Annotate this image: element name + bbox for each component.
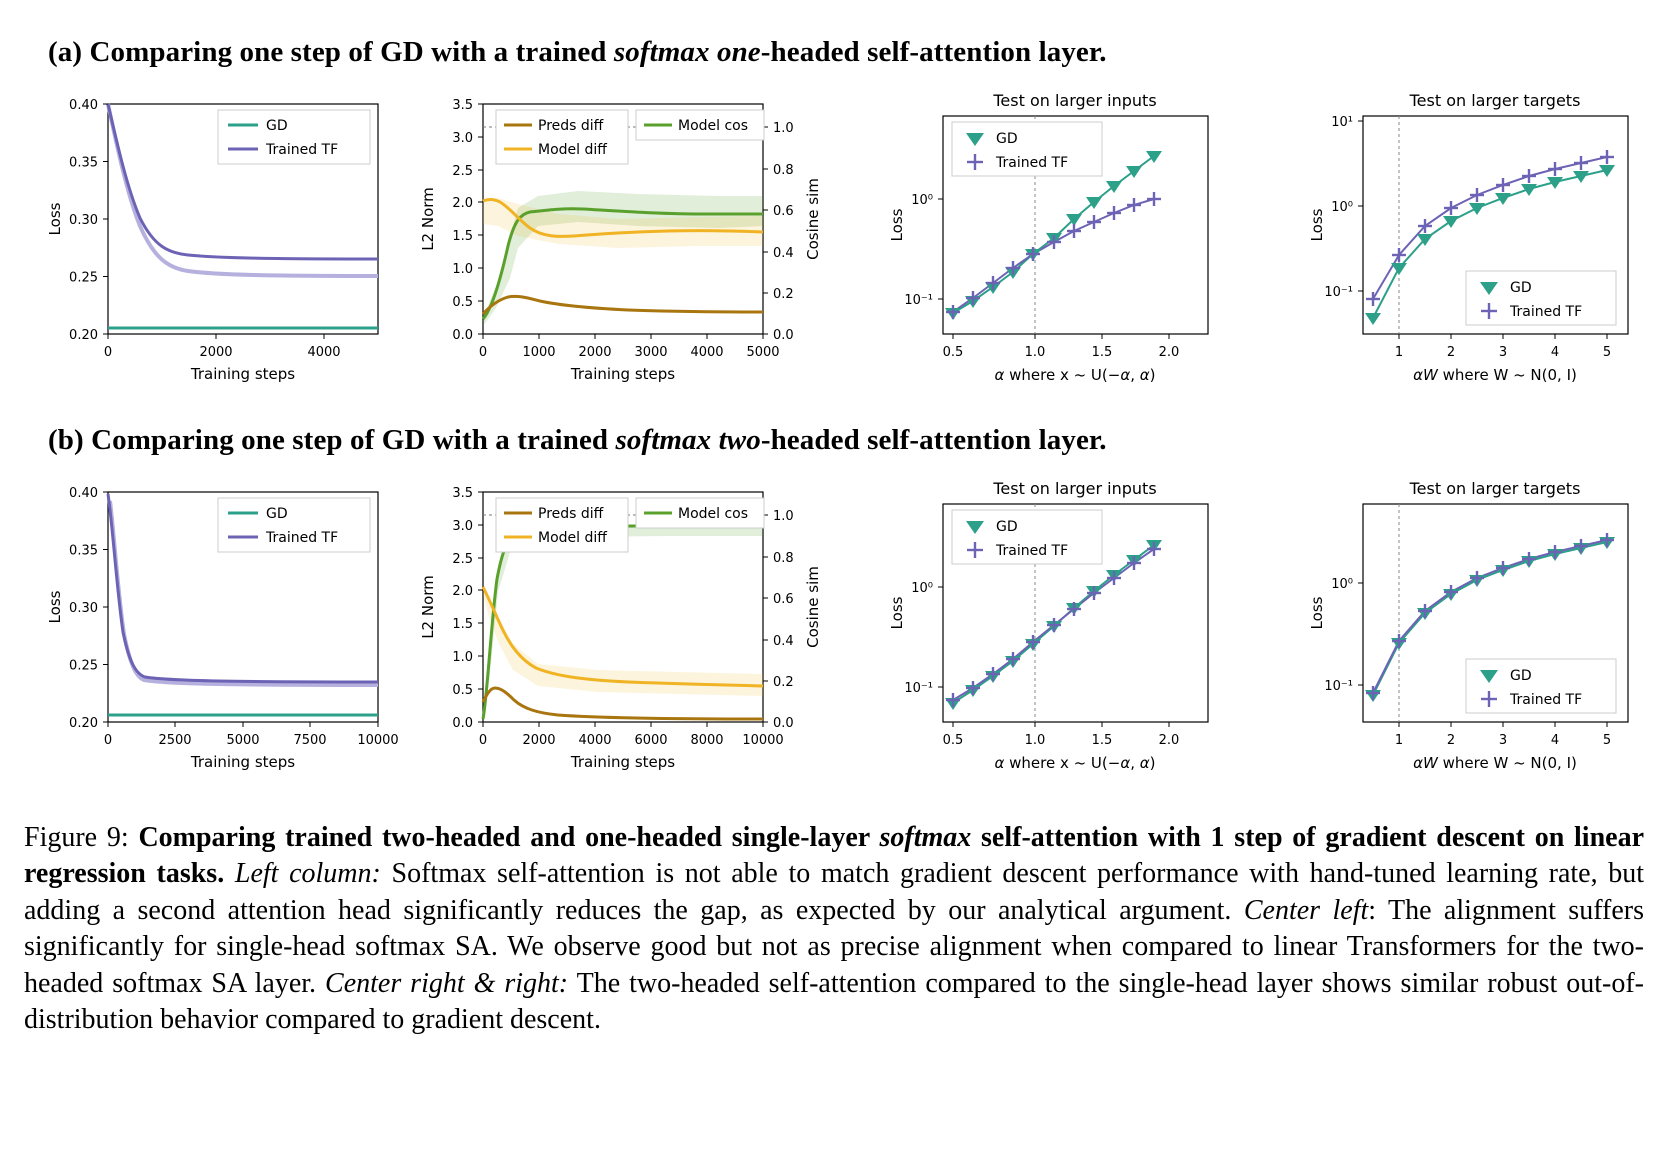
chart-b-norm	[419, 486, 822, 771]
svg-text:2500: 2500	[158, 733, 192, 748]
svg-text:Test on larger targets: Test on larger targets	[1409, 479, 1581, 498]
svg-text:Cosine sim: Cosine sim	[804, 566, 822, 648]
svg-text:Model diff: Model diff	[538, 142, 607, 158]
svg-text:0.35: 0.35	[69, 543, 98, 559]
figure-caption: Figure 9: Comparing trained two-headed and one-headed single-layer softmax self-attention with 1 step of gradient descent on linear regression tasks. Left column: Softmax self-attention is not able to match gradient descent performance with hand-tuned learning rate, but adding a second attention head significantly reduces the gap, as expected by our analytical argument. Center left: The alignment suffers significantly for single-head softmax SA. We observe good but not as precise alignment when compared to linear Transformers for the two-headed softmax SA layer. Center right & right: The two-headed self-attention compared to the single-head layer shows similar robust out-of-distribution behavior compared to gradient descent.	[24, 822, 1645, 1035]
svg-text:2.0: 2.0	[452, 196, 473, 211]
svg-text:0.5: 0.5	[942, 733, 964, 748]
chart-a-loss-legend	[218, 110, 370, 164]
svg-text:2: 2	[1446, 345, 1456, 360]
svg-text:αW where W ~ N(0, I): αW where W ~ N(0, I)	[1413, 754, 1577, 772]
svg-text:2.0: 2.0	[1158, 345, 1180, 360]
svg-text:GD: GD	[266, 506, 288, 522]
chart-a-norm	[419, 98, 822, 383]
svg-text:0.4: 0.4	[773, 246, 794, 261]
svg-text:0.40: 0.40	[69, 486, 98, 501]
row-a-title-post: -headed self-attention layer.	[760, 36, 1107, 68]
svg-text:10000: 10000	[742, 733, 784, 748]
svg-text:3.5: 3.5	[452, 98, 473, 113]
svg-text:10⁻¹: 10⁻¹	[1324, 285, 1353, 300]
svg-text:3: 3	[1498, 345, 1508, 360]
svg-text:α where x ~ U(−α, α): α where x ~ U(−α, α)	[994, 754, 1156, 772]
svg-text:2.5: 2.5	[452, 164, 473, 179]
row-a-charts	[18, 86, 1658, 396]
svg-text:Loss: Loss	[1308, 596, 1326, 630]
chart-b-targets-legend	[1466, 659, 1616, 713]
row-b-label: (b)	[48, 424, 84, 456]
svg-text:α where x ~ U(−α, α): α where x ~ U(−α, α)	[994, 366, 1156, 384]
svg-text:0.8: 0.8	[773, 551, 794, 566]
svg-text:0.5: 0.5	[452, 295, 473, 310]
svg-text:10⁰: 10⁰	[911, 193, 933, 208]
svg-text:Trained TF: Trained TF	[996, 543, 1069, 559]
row-b-caption	[48, 424, 1107, 457]
row-b-panels	[18, 474, 1658, 789]
svg-text:5: 5	[1602, 345, 1612, 360]
svg-text:1.0: 1.0	[1024, 345, 1046, 360]
svg-text:GD: GD	[996, 519, 1018, 535]
svg-text:Training steps: Training steps	[570, 365, 676, 383]
svg-text:0.30: 0.30	[69, 213, 98, 228]
svg-text:Preds diff: Preds diff	[538, 118, 604, 134]
chart-a-loss-xlabel: Training steps	[190, 365, 296, 383]
chart-a-norm-legend	[496, 110, 764, 164]
svg-text:0.0: 0.0	[452, 328, 473, 343]
svg-text:0.8: 0.8	[773, 163, 794, 178]
svg-text:1.0: 1.0	[452, 650, 473, 665]
svg-text:0.30: 0.30	[69, 601, 98, 616]
row-a-title-italic: softmax one	[613, 36, 761, 68]
svg-text:7500: 7500	[293, 733, 327, 748]
svg-text:0: 0	[103, 345, 113, 360]
svg-text:10⁻¹: 10⁻¹	[1324, 679, 1353, 694]
svg-text:1: 1	[1394, 345, 1404, 360]
chart-a-targets	[1308, 91, 1628, 384]
svg-text:0.5: 0.5	[452, 683, 473, 698]
svg-text:0: 0	[103, 733, 113, 748]
svg-text:2.0: 2.0	[1158, 733, 1180, 748]
svg-text:0.40: 0.40	[69, 98, 98, 113]
chart-b-targets	[1308, 479, 1628, 772]
svg-text:5000: 5000	[226, 733, 260, 748]
svg-text:10⁰: 10⁰	[911, 581, 933, 596]
svg-text:Preds diff: Preds diff	[538, 506, 604, 522]
svg-text:2: 2	[1446, 733, 1456, 748]
svg-text:Test on larger inputs: Test on larger inputs	[993, 479, 1157, 498]
row-b-charts	[18, 474, 1658, 784]
svg-text:1000: 1000	[522, 345, 556, 360]
svg-text:10⁰: 10⁰	[1331, 200, 1353, 215]
svg-text:Training steps: Training steps	[190, 753, 296, 771]
svg-text:0: 0	[478, 345, 488, 360]
svg-text:0.25: 0.25	[69, 270, 98, 286]
svg-text:0.2: 0.2	[773, 287, 794, 302]
svg-text:Test on larger targets: Test on larger targets	[1409, 91, 1581, 110]
chart-a-inputs-legend	[952, 122, 1102, 176]
svg-text:Trained TF: Trained TF	[1510, 304, 1583, 320]
svg-text:0.6: 0.6	[773, 204, 794, 219]
svg-text:0.20: 0.20	[69, 716, 98, 731]
row-b-title-post: -headed self-attention layer.	[760, 424, 1107, 456]
chart-a-inputs	[888, 91, 1208, 384]
svg-text:Model cos: Model cos	[678, 506, 749, 522]
svg-text:10000: 10000	[357, 733, 399, 748]
svg-text:Trained TF: Trained TF	[266, 142, 339, 158]
svg-text:8000: 8000	[690, 733, 724, 748]
chart-a-loss-ylabel: Loss	[46, 202, 64, 236]
svg-text:1.0: 1.0	[773, 509, 794, 524]
svg-text:2000: 2000	[522, 733, 556, 748]
chart-b-loss	[46, 486, 399, 771]
svg-text:3.0: 3.0	[452, 519, 473, 534]
svg-text:Loss: Loss	[1308, 208, 1326, 242]
figure-number: Figure 9:	[24, 822, 129, 853]
svg-text:3.5: 3.5	[452, 486, 473, 501]
svg-text:0.4: 0.4	[773, 634, 794, 649]
svg-text:0.20: 0.20	[69, 328, 98, 343]
svg-text:5: 5	[1602, 733, 1612, 748]
svg-text:Trained TF: Trained TF	[1510, 692, 1583, 708]
svg-text:1.0: 1.0	[452, 262, 473, 277]
svg-text:GD: GD	[1510, 280, 1532, 296]
svg-text:L2 Norm: L2 Norm	[419, 575, 437, 639]
svg-text:αW where W ~ N(0, I): αW where W ~ N(0, I)	[1413, 366, 1577, 384]
row-a-panels	[18, 86, 1658, 401]
svg-text:4: 4	[1550, 345, 1560, 360]
svg-text:GD: GD	[266, 118, 288, 134]
chart-b-loss-legend	[218, 498, 370, 552]
svg-text:0.0: 0.0	[773, 716, 794, 731]
svg-text:Loss: Loss	[888, 208, 906, 242]
svg-text:2.0: 2.0	[452, 584, 473, 599]
svg-text:10⁻¹: 10⁻¹	[904, 681, 933, 696]
svg-text:2.5: 2.5	[452, 552, 473, 567]
svg-text:1.5: 1.5	[1091, 733, 1113, 748]
row-a-title-pre: Comparing one step of GD with a trained	[89, 36, 614, 68]
row-b-title-pre: Comparing one step of GD with a trained	[91, 424, 616, 456]
svg-text:3000: 3000	[634, 345, 668, 360]
svg-text:1.5: 1.5	[452, 617, 473, 632]
svg-text:10⁰: 10⁰	[1331, 577, 1353, 592]
svg-text:0.6: 0.6	[773, 592, 794, 607]
svg-text:1.5: 1.5	[452, 229, 473, 244]
svg-text:Loss: Loss	[888, 596, 906, 630]
svg-text:GD: GD	[1510, 668, 1532, 684]
svg-text:0.0: 0.0	[452, 716, 473, 731]
svg-text:4000: 4000	[307, 345, 341, 360]
svg-text:1.0: 1.0	[773, 121, 794, 136]
svg-text:Loss: Loss	[46, 590, 64, 624]
svg-text:L2 Norm: L2 Norm	[419, 187, 437, 251]
row-a-caption	[48, 36, 1107, 69]
chart-b-inputs	[888, 479, 1208, 772]
svg-text:0.25: 0.25	[69, 658, 98, 674]
svg-text:Trained TF: Trained TF	[266, 530, 339, 546]
svg-text:2000: 2000	[578, 345, 612, 360]
row-a-label: (a)	[48, 36, 83, 68]
chart-a-targets-legend	[1466, 271, 1616, 325]
svg-text:0.2: 0.2	[773, 675, 794, 690]
svg-text:1.5: 1.5	[1091, 345, 1113, 360]
chart-a-inputs-title: Test on larger inputs	[993, 91, 1157, 110]
chart-b-inputs-legend	[952, 510, 1102, 564]
svg-text:10¹: 10¹	[1331, 115, 1353, 130]
svg-text:0.5: 0.5	[942, 345, 964, 360]
svg-text:0.35: 0.35	[69, 155, 98, 171]
svg-text:Training steps: Training steps	[570, 753, 676, 771]
svg-text:Model cos: Model cos	[678, 118, 749, 134]
chart-a-loss	[46, 98, 378, 383]
svg-text:3: 3	[1498, 733, 1508, 748]
row-b-title-italic: softmax two	[615, 424, 761, 456]
svg-text:3.0: 3.0	[452, 131, 473, 146]
svg-text:6000: 6000	[634, 733, 668, 748]
svg-text:2000: 2000	[199, 345, 233, 360]
svg-text:5000: 5000	[746, 345, 780, 360]
svg-text:0: 0	[478, 733, 488, 748]
svg-text:GD: GD	[996, 131, 1018, 147]
svg-text:1: 1	[1394, 733, 1404, 748]
svg-text:4000: 4000	[690, 345, 724, 360]
svg-text:Trained TF: Trained TF	[996, 155, 1069, 171]
svg-text:4000: 4000	[578, 733, 612, 748]
svg-text:10⁻¹: 10⁻¹	[904, 293, 933, 308]
svg-text:1.0: 1.0	[1024, 733, 1046, 748]
svg-text:4: 4	[1550, 733, 1560, 748]
svg-text:0.0: 0.0	[773, 328, 794, 343]
svg-text:Cosine sim: Cosine sim	[804, 178, 822, 260]
svg-text:Model diff: Model diff	[538, 530, 607, 546]
